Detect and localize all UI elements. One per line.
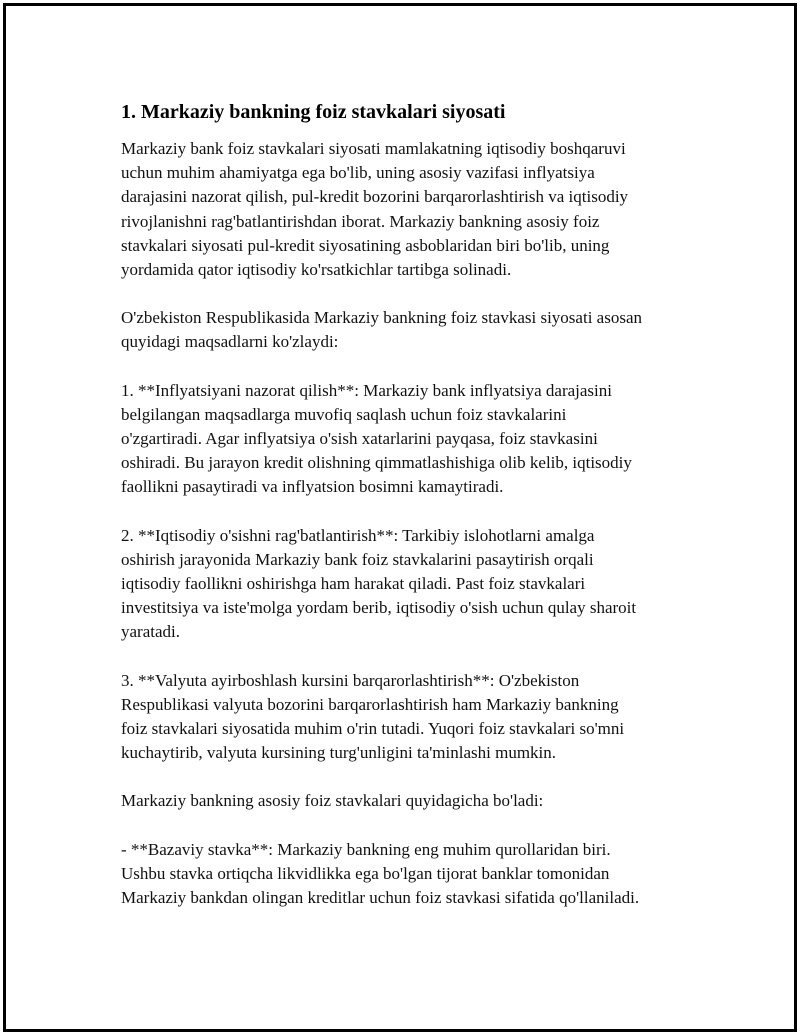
document-body (121, 98, 701, 934)
paragraph-base-rate: - **Bazaviy stavka**: Markaziy bankning eng muhim qurollaridan biri. Ushbu stavka ortiqcha likvidlikka ega bo'lgan tijorat banklar tomonidan Markaziy bankdan olingan kreditlar uchun foiz stavkasi sifatida qo'llaniladi. (121, 839, 640, 908)
paragraph-intro: Markaziy bank foiz stavkalari siyosati mamlakatning iqtisodiy boshqaruvi uchun muhim ahamiyatga ega bo'lib, uning asosiy vazifasi inflyatsiya darajasini nazorat qilish, pul-kredit bozorini barqarorlashtirish va iqtisodiy rivojlanishni rag'batlantirishdan iborat. Markaziy bankning asosiy foiz stavkalari siyosati pul-kredit siyosatining asboblaridan biri bo'lib, uning yordamida qator iqtisodiy ko'rsatkichlar tartibga solinadi. (121, 139, 629, 280)
paragraph-goals-intro: O'zbekiston Respublikasida Markaziy bankning foiz stavkasi siyosati asosan quyidagi maqsadlarni ko'zlaydi: (121, 308, 642, 352)
paragraph-rates-intro: Markaziy bankning asosiy foiz stavkalari quyidagicha bo'ladi: (121, 791, 544, 811)
paragraph-goal-inflation: 1. **Inflyatsiyani nazorat qilish**: Markaziy bank inflyatsiya darajasini belgilangan maqsadlarga muvofiq saqlash uchun foiz stavkalarini o'zgartiradi. Agar inflyatsiya o'sish xatarlarini payqasa, foiz stavkasini oshiradi. Bu jarayon kredit olishning qimmatlashishiga olib kelib, iqtisodiy faollikni pasaytiradi va inflyatsion bosimni kamaytiradi. (121, 380, 632, 497)
paragraph-goal-exchange-rate: 3. **Valyuta ayirboshlash kursini barqarorlashtirish**: O'zbekiston Respublikasi valyuta bozorini barqarorlashtirish ham Markaziy bankning foiz stavkalari siyosatida muhim o'rin tutadi. Yuqori foiz stavkalari so'mni kuchaytirib, valyuta kursining turg'unligini ta'minlashi mumkin. (121, 670, 625, 763)
paragraph-goal-growth: 2. **Iqtisodiy o'sishni rag'batlantirish**: Tarkibiy islohotlarni amalga oshirish jarayonida Markaziy bank foiz stavkalarini pasaytirish orqali iqtisodiy faollikni oshirishga ham harakat qiladi. Past foiz stavkalari investitsiya va iste'molga yordam berib, iqtisodiy o'sish uchun qulay sharoit yaratadi. (121, 525, 637, 642)
page-border (3, 3, 797, 1032)
section-heading: 1. Markaziy bankning foiz stavkalari siyosati (121, 101, 506, 123)
